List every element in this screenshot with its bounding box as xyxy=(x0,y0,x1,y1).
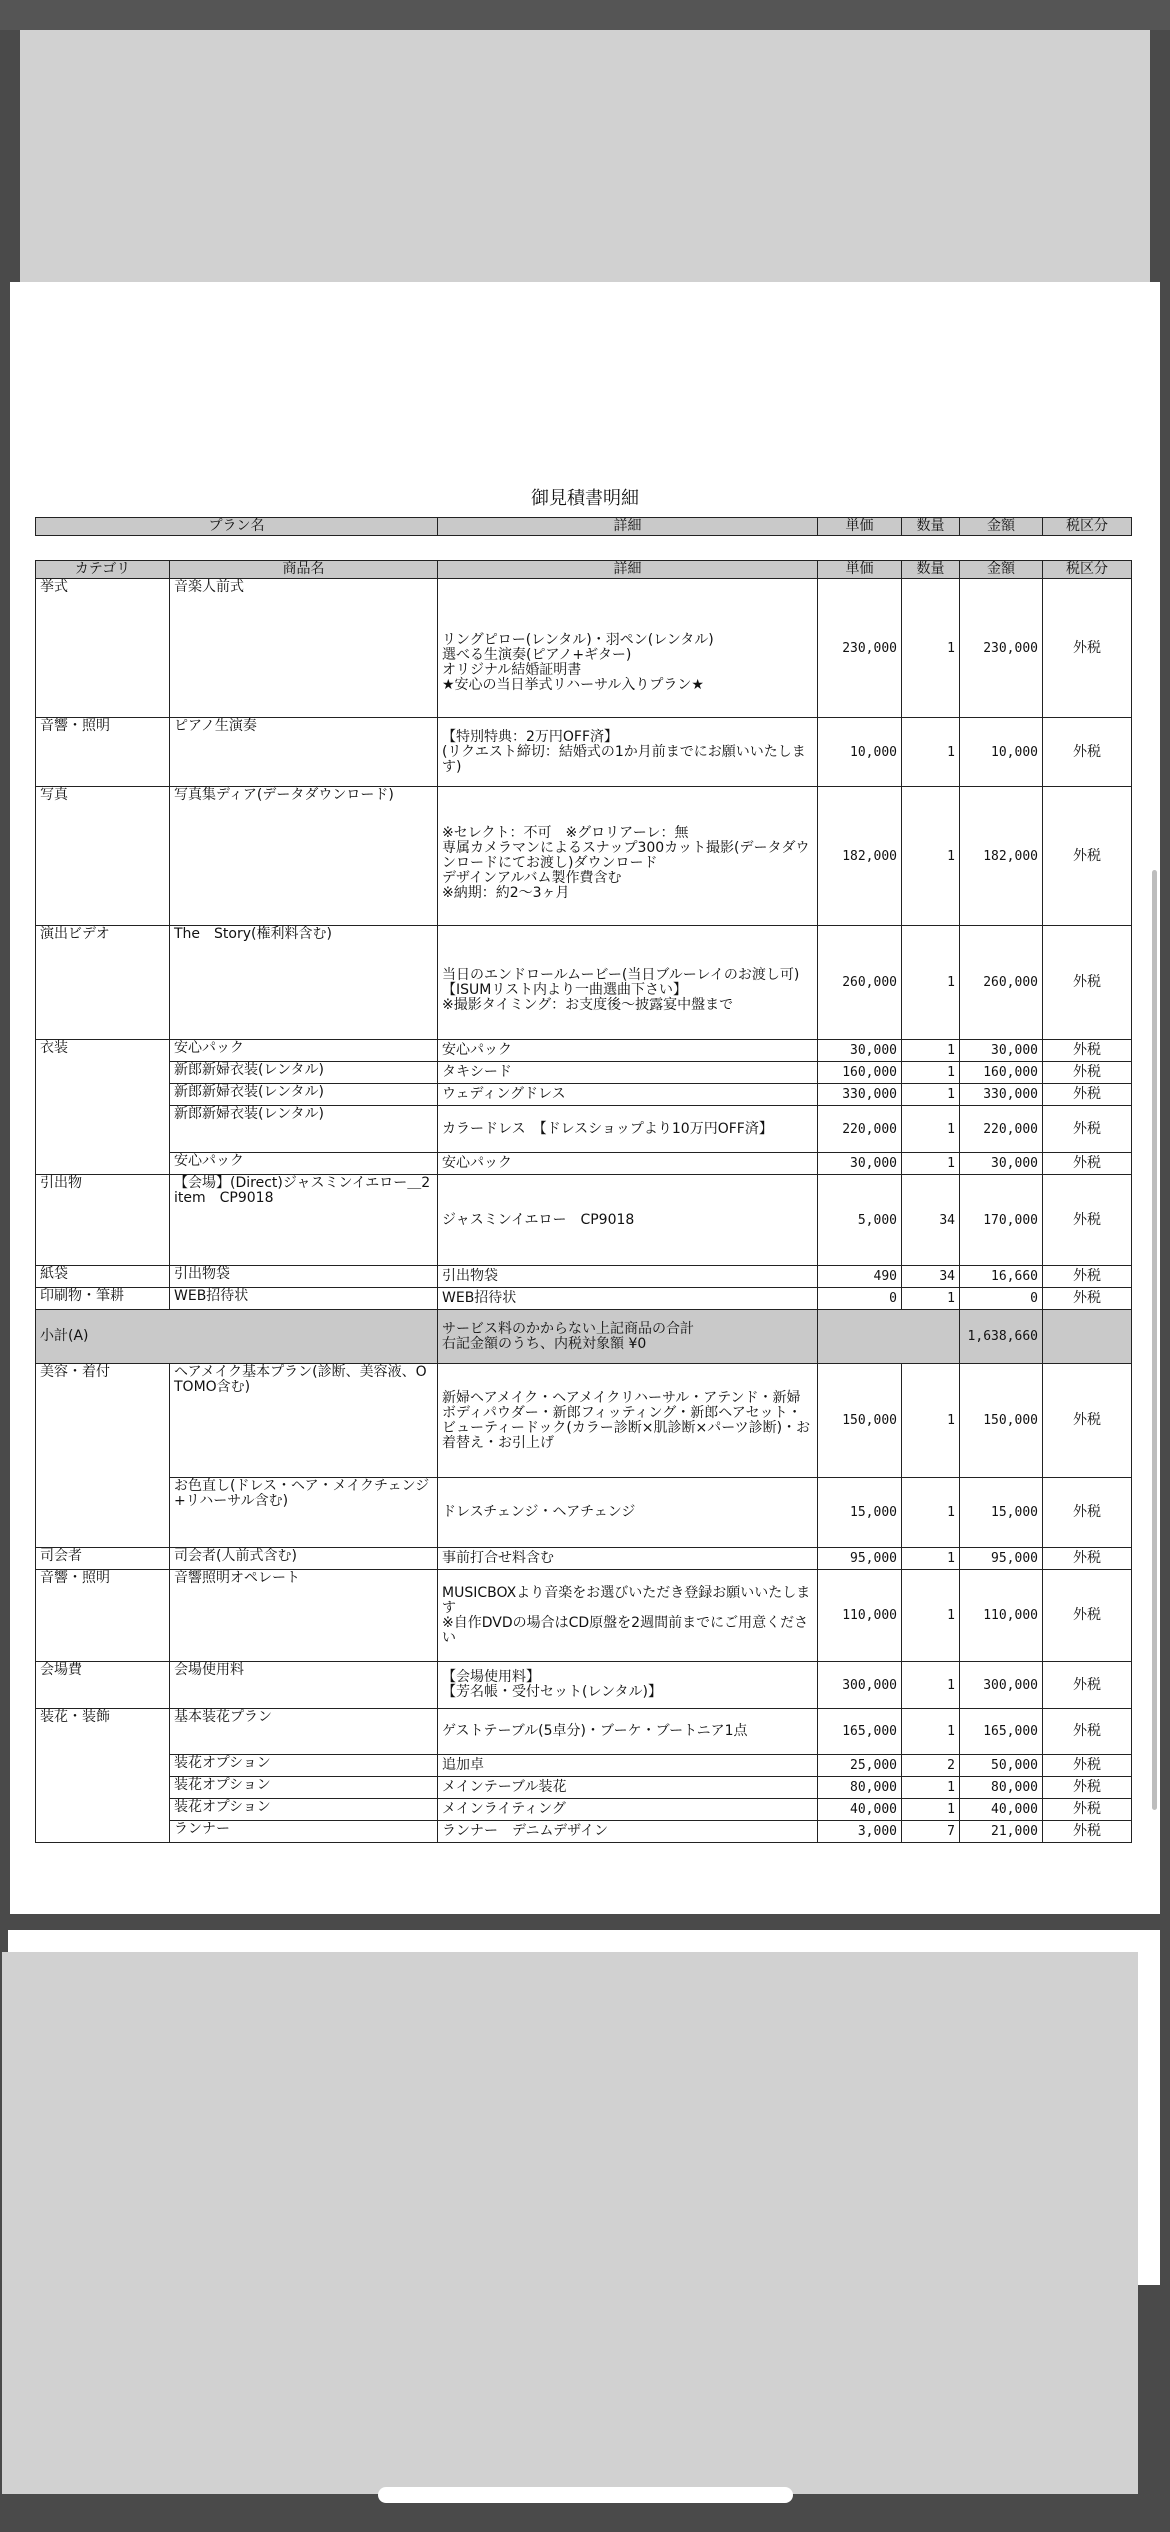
cell-unit-price: 260,000 xyxy=(818,926,902,1040)
cell-category: 紙袋 xyxy=(36,1266,170,1288)
cell-tax-type: 外税 xyxy=(1043,1570,1132,1662)
cell-tax-type: 外税 xyxy=(1043,1040,1132,1062)
table-row xyxy=(36,1570,1132,1662)
cell-amount: 165,000 xyxy=(960,1709,1043,1755)
cell-unit-price: 230,000 xyxy=(818,579,902,718)
cell-quantity: 1 xyxy=(902,1288,960,1310)
cell-product: 引出物袋 xyxy=(170,1266,438,1288)
cell-quantity: 1 xyxy=(902,1662,960,1709)
cell-quantity: 1 xyxy=(902,1777,960,1799)
cell-unit-price: 220,000 xyxy=(818,1106,902,1153)
col-unit-price: 単価 xyxy=(818,518,902,536)
cell-category xyxy=(36,1106,170,1153)
cell-quantity: 1 xyxy=(902,926,960,1040)
cell-detail: 引出物袋 xyxy=(438,1266,818,1288)
cell-category: 写真 xyxy=(36,787,170,926)
cell-tax-type: 外税 xyxy=(1043,1288,1132,1310)
cell-tax-type: 外税 xyxy=(1043,1478,1132,1548)
cell-category: 挙式 xyxy=(36,579,170,718)
cell-detail: ジャスミンイエロー CP9018 xyxy=(438,1175,818,1266)
cell-product: お色直し(ドレス・ヘア・メイクチェンジ+リハーサル含む) xyxy=(170,1478,438,1548)
cell-quantity: 1 xyxy=(902,1364,960,1478)
cell-amount: 30,000 xyxy=(960,1153,1043,1175)
cell-amount: 170,000 xyxy=(960,1175,1043,1266)
cell-category xyxy=(36,1777,170,1799)
cell-product: 装花オプション xyxy=(170,1755,438,1777)
document-title: 御見積書明細 xyxy=(531,488,639,509)
cell-amount: 160,000 xyxy=(960,1062,1043,1084)
cell-unit-price: 5,000 xyxy=(818,1175,902,1266)
cell-quantity: 1 xyxy=(902,1084,960,1106)
cell-amount: 230,000 xyxy=(960,579,1043,718)
table-row xyxy=(36,1106,1132,1153)
items-table xyxy=(35,560,1132,1843)
status-bar xyxy=(0,0,1170,30)
cell-category xyxy=(36,1821,170,1843)
table-row xyxy=(36,787,1132,926)
table-row xyxy=(36,1084,1132,1106)
cell-detail: 【特別特典：2万円OFF済】 (リクエスト締切：結婚式の1か月前までにお願いいたします) xyxy=(438,718,818,787)
cell-category: 司会者 xyxy=(36,1548,170,1570)
cell-tax-type: 外税 xyxy=(1043,1799,1132,1821)
cell-detail: メインテーブル装花 xyxy=(438,1777,818,1799)
cell-detail: 事前打合せ料含む xyxy=(438,1548,818,1570)
cell-unit-price: 15,000 xyxy=(818,1478,902,1548)
cell-product: WEB招待状 xyxy=(170,1288,438,1310)
cell-quantity: 1 xyxy=(902,1153,960,1175)
table-row xyxy=(36,1288,1132,1310)
table-row xyxy=(36,718,1132,787)
cell-detail: ランナー デニムデザイン xyxy=(438,1821,818,1843)
cell-detail: 【会場使用料】 【芳名帳・受付セット(レンタル)】 xyxy=(438,1662,818,1709)
cell-tax-type: 外税 xyxy=(1043,718,1132,787)
cell-quantity: 1 xyxy=(902,718,960,787)
cell-category xyxy=(36,1062,170,1084)
cell-detail: 追加卓 xyxy=(438,1755,818,1777)
cell-category xyxy=(36,1755,170,1777)
cell-product: ヘアメイク基本プラン(診断、美容液、OTOMO含む) xyxy=(170,1364,438,1478)
col-quantity: 数量 xyxy=(902,561,960,579)
cell-amount: 50,000 xyxy=(960,1755,1043,1777)
cell-detail: リングピロー(レンタル)・羽ペン(レンタル) 選べる生演奏(ピアノ+ギター) オリジナル結婚証明書 ★安心の当日挙式リハーサル入りプラン★ xyxy=(438,579,818,718)
table-row xyxy=(36,1478,1132,1548)
cell-product: 安心パック xyxy=(170,1040,438,1062)
col-quantity: 数量 xyxy=(902,518,960,536)
cell-detail: タキシード xyxy=(438,1062,818,1084)
subtotal-row xyxy=(36,1310,1132,1364)
cell-amount: 110,000 xyxy=(960,1570,1043,1662)
cell-detail: ※セレクト：不可 ※グロリアーレ：無 専属カメラマンによるスナップ300カット撮影(データダウンロードにてお渡し)ダウンロード デザインアルバム製作費含む ※納期：約2～3ヶ月 xyxy=(438,787,818,926)
subtotal-amount: 1,638,660 xyxy=(960,1310,1043,1364)
table-row xyxy=(36,1777,1132,1799)
cell-unit-price: 10,000 xyxy=(818,718,902,787)
table-row xyxy=(36,1799,1132,1821)
cell-tax-type: 外税 xyxy=(1043,1175,1132,1266)
cell-tax-type: 外税 xyxy=(1043,1266,1132,1288)
cell-tax-type: 外税 xyxy=(1043,1153,1132,1175)
cell-unit-price: 80,000 xyxy=(818,1777,902,1799)
table-row xyxy=(36,1364,1132,1478)
cell-detail: 安心パック xyxy=(438,1040,818,1062)
cell-category: 引出物 xyxy=(36,1175,170,1266)
plan-header-table xyxy=(35,517,1132,536)
cell-tax-type: 外税 xyxy=(1043,1662,1132,1709)
cell-tax-type: 外税 xyxy=(1043,1364,1132,1478)
col-amount: 金額 xyxy=(960,561,1043,579)
table-row xyxy=(36,926,1132,1040)
cell-quantity: 1 xyxy=(902,579,960,718)
document-page[interactable] xyxy=(10,282,1160,1914)
cell-unit-price: 30,000 xyxy=(818,1153,902,1175)
table-row xyxy=(36,1266,1132,1288)
cell-category xyxy=(36,1799,170,1821)
cell-quantity: 1 xyxy=(902,1570,960,1662)
cell-unit-price: 330,000 xyxy=(818,1084,902,1106)
cell-product: 音楽人前式 xyxy=(170,579,438,718)
col-plan-name: プラン名 xyxy=(36,518,438,536)
cell-detail: WEB招待状 xyxy=(438,1288,818,1310)
redacted-block-bottom xyxy=(2,1952,1138,2494)
cell-unit-price: 182,000 xyxy=(818,787,902,926)
table-row xyxy=(36,1153,1132,1175)
scrollbar-thumb[interactable] xyxy=(1152,870,1157,1810)
cell-detail: 安心パック xyxy=(438,1153,818,1175)
cell-product: 安心パック xyxy=(170,1153,438,1175)
cell-amount: 0 xyxy=(960,1288,1043,1310)
table-row xyxy=(36,1662,1132,1709)
cell-product: 新郎新婦衣装(レンタル) xyxy=(170,1062,438,1084)
cell-category: 音響・照明 xyxy=(36,718,170,787)
cell-quantity: 1 xyxy=(902,1478,960,1548)
col-unit-price: 単価 xyxy=(818,561,902,579)
cell-tax-type: 外税 xyxy=(1043,1062,1132,1084)
cell-quantity: 1 xyxy=(902,1106,960,1153)
col-detail: 詳細 xyxy=(438,561,818,579)
cell-tax-type: 外税 xyxy=(1043,1548,1132,1570)
cell-amount: 330,000 xyxy=(960,1084,1043,1106)
cell-amount: 16,660 xyxy=(960,1266,1043,1288)
cell-tax-type: 外税 xyxy=(1043,1821,1132,1843)
subtotal-detail: サービス料のかからない上記商品の合計 右記金額のうち、内税対象額 ¥0 xyxy=(438,1310,818,1364)
col-product: 商品名 xyxy=(170,561,438,579)
cell-quantity: 1 xyxy=(902,1548,960,1570)
cell-quantity: 1 xyxy=(902,1799,960,1821)
subtotal-tax xyxy=(1043,1310,1132,1364)
cell-product: 司会者(人前式含む) xyxy=(170,1548,438,1570)
cell-unit-price: 300,000 xyxy=(818,1662,902,1709)
table-row xyxy=(36,1755,1132,1777)
cell-tax-type: 外税 xyxy=(1043,579,1132,718)
cell-product: 装花オプション xyxy=(170,1777,438,1799)
cell-category xyxy=(36,1153,170,1175)
cell-product: 音響照明オペレート xyxy=(170,1570,438,1662)
table-row xyxy=(36,1062,1132,1084)
table-row xyxy=(36,1040,1132,1062)
col-amount: 金額 xyxy=(960,518,1043,536)
cell-category xyxy=(36,1084,170,1106)
cell-product: 写真集ディア(データダウンロード) xyxy=(170,787,438,926)
col-tax-type: 税区分 xyxy=(1043,518,1132,536)
cell-product: The Story(権利料含む) xyxy=(170,926,438,1040)
cell-amount: 150,000 xyxy=(960,1364,1043,1478)
cell-tax-type: 外税 xyxy=(1043,787,1132,926)
cell-unit-price: 150,000 xyxy=(818,1364,902,1478)
cell-product: 基本装花プラン xyxy=(170,1709,438,1755)
subtotal-label: 小計(A) xyxy=(36,1310,438,1364)
cell-amount: 30,000 xyxy=(960,1040,1043,1062)
table-row xyxy=(36,1709,1132,1755)
cell-detail: ゲストテーブル(5卓分)・ブーケ・ブートニア1点 xyxy=(438,1709,818,1755)
cell-quantity: 1 xyxy=(902,787,960,926)
cell-category: 装花・装飾 xyxy=(36,1709,170,1755)
col-detail: 詳細 xyxy=(438,518,818,536)
cell-unit-price: 40,000 xyxy=(818,1799,902,1821)
cell-quantity: 34 xyxy=(902,1266,960,1288)
cell-quantity: 1 xyxy=(902,1062,960,1084)
cell-amount: 300,000 xyxy=(960,1662,1043,1709)
cell-detail: 新婦ヘアメイク・ヘアメイクリハーサル・アテンド・新婦ボディパウダー・新郎フィッティング・新郎ヘアセット・ビューティードック(カラー診断×肌診断×パーツ診断)・お着替え・お引上げ xyxy=(438,1364,818,1478)
cell-unit-price: 95,000 xyxy=(818,1548,902,1570)
cell-category: 美容・着付 xyxy=(36,1364,170,1478)
cell-unit-price: 160,000 xyxy=(818,1062,902,1084)
cell-detail: MUSICBOXより音楽をお選びいただき登録お願いいたします ※自作DVDの場合はCD原盤を2週間前までにご用意ください xyxy=(438,1570,818,1662)
cell-category: 演出ビデオ xyxy=(36,926,170,1040)
cell-tax-type: 外税 xyxy=(1043,1709,1132,1755)
cell-amount: 21,000 xyxy=(960,1821,1043,1843)
cell-amount: 80,000 xyxy=(960,1777,1043,1799)
cell-unit-price: 25,000 xyxy=(818,1755,902,1777)
cell-category: 印刷物・筆耕 xyxy=(36,1288,170,1310)
cell-detail: ウェディングドレス xyxy=(438,1084,818,1106)
cell-amount: 15,000 xyxy=(960,1478,1043,1548)
table-row xyxy=(36,579,1132,718)
cell-quantity: 1 xyxy=(902,1709,960,1755)
table-row xyxy=(36,1548,1132,1570)
cell-product: 【会場】(Direct)ジャスミンイエロー＿2item CP9018 xyxy=(170,1175,438,1266)
cell-unit-price: 110,000 xyxy=(818,1570,902,1662)
cell-product: 会場使用料 xyxy=(170,1662,438,1709)
cell-amount: 260,000 xyxy=(960,926,1043,1040)
cell-amount: 40,000 xyxy=(960,1799,1043,1821)
cell-unit-price: 30,000 xyxy=(818,1040,902,1062)
cell-unit-price: 3,000 xyxy=(818,1821,902,1843)
subtotal-spacer xyxy=(818,1310,960,1364)
cell-quantity: 2 xyxy=(902,1755,960,1777)
cell-tax-type: 外税 xyxy=(1043,926,1132,1040)
cell-tax-type: 外税 xyxy=(1043,1755,1132,1777)
cell-amount: 220,000 xyxy=(960,1106,1043,1153)
cell-detail: メインライティング xyxy=(438,1799,818,1821)
cell-category: 音響・照明 xyxy=(36,1570,170,1662)
cell-amount: 95,000 xyxy=(960,1548,1043,1570)
cell-product: 新郎新婦衣装(レンタル) xyxy=(170,1106,438,1153)
cell-product: ランナー xyxy=(170,1821,438,1843)
cell-product: 新郎新婦衣装(レンタル) xyxy=(170,1084,438,1106)
cell-product: ピアノ生演奏 xyxy=(170,718,438,787)
cell-detail: ドレスチェンジ・ヘアチェンジ xyxy=(438,1478,818,1548)
cell-category xyxy=(36,1478,170,1548)
cell-product: 装花オプション xyxy=(170,1799,438,1821)
cell-amount: 182,000 xyxy=(960,787,1043,926)
cell-quantity: 34 xyxy=(902,1175,960,1266)
table-row xyxy=(36,1821,1132,1843)
cell-tax-type: 外税 xyxy=(1043,1777,1132,1799)
table-row xyxy=(36,1175,1132,1266)
cell-unit-price: 0 xyxy=(818,1288,902,1310)
cell-detail: 当日のエンドロールムービー(当日ブルーレイのお渡し可) 【ISUMリスト内より一曲選曲下さい】 ※撮影タイミング：お支度後～披露宴中盤まで xyxy=(438,926,818,1040)
cell-quantity: 1 xyxy=(902,1040,960,1062)
cell-unit-price: 490 xyxy=(818,1266,902,1288)
col-category: カテゴリ xyxy=(36,561,170,579)
cell-detail: カラードレス 【ドレスショップより10万円OFF済】 xyxy=(438,1106,818,1153)
cell-unit-price: 165,000 xyxy=(818,1709,902,1755)
cell-amount: 10,000 xyxy=(960,718,1043,787)
home-indicator[interactable] xyxy=(378,2487,793,2503)
cell-category: 会場費 xyxy=(36,1662,170,1709)
col-tax-type: 税区分 xyxy=(1043,561,1132,579)
cell-category: 衣装 xyxy=(36,1040,170,1062)
cell-quantity: 7 xyxy=(902,1821,960,1843)
cell-tax-type: 外税 xyxy=(1043,1084,1132,1106)
cell-tax-type: 外税 xyxy=(1043,1106,1132,1153)
